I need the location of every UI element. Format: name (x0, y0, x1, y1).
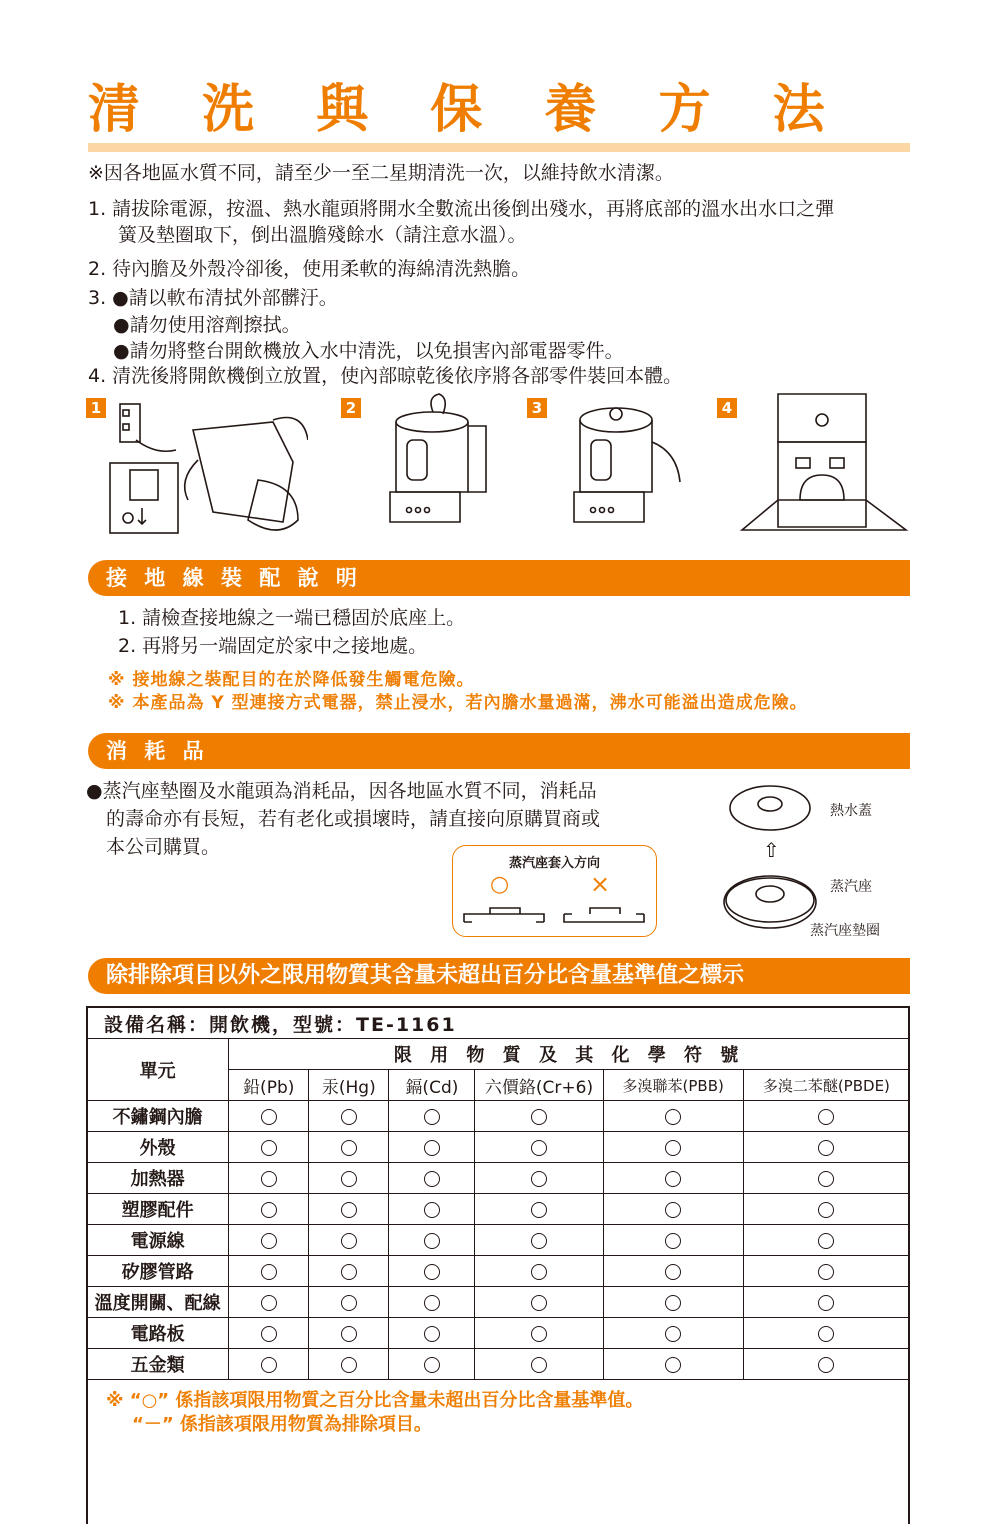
compliant-circle-icon (531, 1326, 547, 1342)
compliant-circle-icon (531, 1171, 547, 1187)
compliant-circle-icon (665, 1171, 681, 1187)
assembly-arrow-icon: ⇧ (763, 838, 780, 862)
compliant-circle-icon (424, 1202, 440, 1218)
compliance-cell (475, 1256, 603, 1287)
compliance-cell (475, 1287, 603, 1318)
compliant-circle-icon (424, 1171, 440, 1187)
figure-badge-2: 2 (341, 398, 361, 418)
compliance-cell (229, 1349, 309, 1380)
compliant-circle-icon (531, 1264, 547, 1280)
consumables-heading: 消 耗 品 (88, 733, 910, 769)
compliant-circle-icon (424, 1233, 440, 1249)
compliance-cell (475, 1101, 603, 1132)
grounding-item-1: 1. 請檢查接地線之一端已穩固於底座上。 (118, 607, 466, 629)
compliance-cell (603, 1101, 743, 1132)
compliant-circle-icon (341, 1140, 357, 1156)
compliant-circle-icon (818, 1357, 834, 1373)
consumables-line-2: 的壽命亦有長短，若有老化或損壞時，請直接向原購買商或 (106, 808, 601, 830)
page-title: 清 洗 與 保 養 方 法 (88, 80, 847, 140)
substance-column-header: 多溴聯苯(PBB) (603, 1070, 743, 1101)
compliant-circle-icon (818, 1171, 834, 1187)
dry-upside-down-illustration (740, 390, 910, 540)
compliant-circle-icon (341, 1202, 357, 1218)
compliance-cell (229, 1225, 309, 1256)
compliance-cell (603, 1225, 743, 1256)
compliance-cell (229, 1132, 309, 1163)
compliant-circle-icon (665, 1357, 681, 1373)
table-row (87, 1225, 910, 1256)
compliance-cell (743, 1349, 909, 1380)
compliance-cell (309, 1349, 389, 1380)
compliance-cell (743, 1101, 909, 1132)
compliance-cell (389, 1132, 475, 1163)
label-steam-seat-gasket: 蒸汽座墊圈 (810, 923, 880, 939)
compliance-cell (309, 1225, 389, 1256)
compliance-cell (475, 1194, 603, 1225)
compliance-cell (475, 1318, 603, 1349)
compliant-circle-icon (531, 1233, 547, 1249)
label-hot-water-lid: 熱水蓋 (830, 803, 872, 819)
compliance-cell (309, 1256, 389, 1287)
table-row (87, 1101, 910, 1132)
compliance-cell (475, 1163, 603, 1194)
compliant-circle-icon (341, 1264, 357, 1280)
table-row (87, 1318, 910, 1349)
footnote-dash: “－” 係指該項限用物質為排除項目。 (132, 1414, 432, 1435)
compliance-cell (475, 1225, 603, 1256)
grounding-note-1: ※ 接地線之裝配目的在於降低發生觸電危險。 (108, 670, 475, 690)
compliant-circle-icon (341, 1357, 357, 1373)
compliant-circle-icon (261, 1326, 277, 1342)
compliance-cell (229, 1256, 309, 1287)
compliance-cell (603, 1349, 743, 1380)
compliance-cell (389, 1349, 475, 1380)
compliance-cell (389, 1256, 475, 1287)
compliance-cell (743, 1132, 909, 1163)
compliant-circle-icon (531, 1357, 547, 1373)
compliant-circle-icon (665, 1326, 681, 1342)
wrong-mark: × (590, 870, 611, 898)
compliant-circle-icon (261, 1202, 277, 1218)
compliance-cell (229, 1287, 309, 1318)
compliance-cell (743, 1256, 909, 1287)
compliant-circle-icon (531, 1140, 547, 1156)
grounding-note-2: ※ 本產品為 Y 型連接方式電器，禁止浸水，若內膽水量過滿，沸水可能溢出造成危險。 (108, 693, 808, 713)
compliant-circle-icon (531, 1202, 547, 1218)
step-3b: ●請勿使用溶劑擦拭。 (113, 314, 301, 336)
table-row (87, 1349, 910, 1380)
compliance-cell (743, 1287, 909, 1318)
label-steam-seat: 蒸汽座 (830, 879, 872, 895)
substance-group-header: 限 用 物 質 及 其 化 學 符 號 (229, 1039, 910, 1070)
consumables-line-1: ●蒸汽座墊圈及水龍頭為消耗品，因各地區水質不同，消耗品 (86, 780, 597, 802)
compliant-circle-icon (261, 1171, 277, 1187)
compliance-cell (389, 1287, 475, 1318)
compliance-cell (389, 1318, 475, 1349)
compliance-cell (743, 1194, 909, 1225)
step-4: 4. 清洗後將開飲機倒立放置，使內部晾乾後依序將各部零件裝回本體。 (88, 365, 683, 387)
compliant-circle-icon (818, 1295, 834, 1311)
step-1: 1. 請拔除電源，按溫、熱水龍頭將開水全數流出後倒出殘水，再將底部的溫水出水口之彈 (88, 198, 835, 220)
figure-badge-1: 1 (86, 398, 106, 418)
compliant-circle-icon (818, 1264, 834, 1280)
table-row (87, 1194, 910, 1225)
component-name: 外殼 (87, 1132, 229, 1163)
compliance-cell (743, 1318, 909, 1349)
compliant-circle-icon (341, 1233, 357, 1249)
compliance-cell (229, 1318, 309, 1349)
compliance-cell (743, 1163, 909, 1194)
restricted-substances-table (86, 1038, 910, 1380)
component-name: 加熱器 (87, 1163, 229, 1194)
compliant-circle-icon (665, 1233, 681, 1249)
compliance-cell (603, 1163, 743, 1194)
wipe-exterior-illustration (566, 392, 686, 532)
substance-column-header: 鉛(Pb) (229, 1070, 309, 1101)
component-name: 塑膠配件 (87, 1194, 229, 1225)
table-row (87, 1132, 910, 1163)
compliant-circle-icon (818, 1202, 834, 1218)
restricted-heading: 除排除項目以外之限用物質其含量未超出百分比含量基準值之標示 (88, 958, 910, 994)
step-1-cont: 簧及墊圈取下，倒出溫膽殘餘水（請注意水溫）。 (118, 224, 527, 246)
compliant-circle-icon (341, 1109, 357, 1125)
component-name: 電源線 (87, 1225, 229, 1256)
substance-column-header: 多溴二苯醚(PBDE) (743, 1070, 909, 1101)
compliant-circle-icon (424, 1140, 440, 1156)
compliant-circle-icon (341, 1326, 357, 1342)
compliant-circle-icon (424, 1295, 440, 1311)
substance-column-header: 鎘(Cd) (389, 1070, 475, 1101)
compliance-cell (229, 1194, 309, 1225)
grounding-heading: 接 地 線 裝 配 說 明 (88, 560, 910, 596)
component-name: 電路板 (87, 1318, 229, 1349)
compliance-cell (229, 1163, 309, 1194)
compliant-circle-icon (424, 1109, 440, 1125)
compliant-circle-icon (818, 1326, 834, 1342)
table-row (87, 1256, 910, 1287)
compliant-circle-icon (531, 1295, 547, 1311)
compliant-circle-icon (531, 1109, 547, 1125)
compliant-circle-icon (424, 1357, 440, 1373)
component-name: 五金類 (87, 1349, 229, 1380)
compliant-circle-icon (818, 1140, 834, 1156)
component-name: 矽膠管路 (87, 1256, 229, 1287)
step-3: 3. ●請以軟布清拭外部髒汙。 (88, 287, 338, 309)
compliance-cell (389, 1101, 475, 1132)
compliance-cell (603, 1256, 743, 1287)
compliance-cell (475, 1132, 603, 1163)
compliance-cell (309, 1101, 389, 1132)
compliance-cell (309, 1194, 389, 1225)
compliance-cell (309, 1132, 389, 1163)
compliant-circle-icon (665, 1295, 681, 1311)
grounding-item-2: 2. 再將另一端固定於家中之接地處。 (118, 635, 428, 657)
consumables-line-3: 本公司購買。 (106, 836, 221, 858)
component-name: 不鏽鋼內膽 (87, 1101, 229, 1132)
compliance-cell (743, 1225, 909, 1256)
step-3c: ●請勿將整台開飲機放入水中清洗，以免損害內部電器零件。 (113, 340, 624, 362)
compliant-circle-icon (665, 1264, 681, 1280)
compliance-cell (309, 1318, 389, 1349)
compliant-circle-icon (261, 1140, 277, 1156)
table-row (87, 1287, 910, 1318)
figure-badge-4: 4 (717, 398, 737, 418)
correct-mark: ○ (490, 872, 510, 897)
step-2: 2. 待內膽及外殼冷卻後，使用柔軟的海綿清洗熱膽。 (88, 258, 531, 280)
compliant-circle-icon (261, 1264, 277, 1280)
gasket-orientation-icons (460, 900, 650, 930)
compliant-circle-icon (341, 1171, 357, 1187)
compliant-circle-icon (261, 1357, 277, 1373)
footnote-circle: ※ “○” 係指該項限用物質之百分比含量未超出百分比含量基準值。 (106, 1390, 644, 1411)
compliance-cell (229, 1101, 309, 1132)
compliance-cell (603, 1287, 743, 1318)
substance-column-header: 六價鉻(Cr+6) (475, 1070, 603, 1101)
title-underline (88, 143, 910, 152)
component-name: 溫度開關、配線 (87, 1287, 229, 1318)
compliance-cell (603, 1318, 743, 1349)
intro-note: ※因各地區水質不同，請至少一至二星期清洗一次，以維持飲水清潔。 (88, 162, 674, 184)
compliant-circle-icon (341, 1295, 357, 1311)
compliant-circle-icon (424, 1264, 440, 1280)
steam-seat-direction-title: 蒸汽座套入方向 (508, 856, 600, 871)
unplug-drain-illustration (108, 400, 308, 535)
compliant-circle-icon (424, 1326, 440, 1342)
compliance-cell (603, 1132, 743, 1163)
compliant-circle-icon (665, 1202, 681, 1218)
compliant-circle-icon (665, 1140, 681, 1156)
compliant-circle-icon (818, 1109, 834, 1125)
device-model-line: 設備名稱：開飲機，型號：TE-1161 (104, 1014, 457, 1036)
compliant-circle-icon (261, 1233, 277, 1249)
compliant-circle-icon (261, 1295, 277, 1311)
table-row (87, 1163, 910, 1194)
compliance-cell (389, 1194, 475, 1225)
wash-kettle-illustration (385, 392, 500, 532)
compliance-cell (475, 1349, 603, 1380)
compliant-circle-icon (818, 1233, 834, 1249)
compliant-circle-icon (261, 1109, 277, 1125)
figure-badge-3: 3 (527, 398, 547, 418)
compliance-cell (309, 1163, 389, 1194)
compliance-cell (389, 1163, 475, 1194)
compliance-cell (309, 1287, 389, 1318)
compliant-circle-icon (665, 1109, 681, 1125)
compliance-cell (389, 1225, 475, 1256)
substance-column-header: 汞(Hg) (309, 1070, 389, 1101)
compliance-cell (603, 1194, 743, 1225)
unit-header: 單元 (87, 1039, 229, 1101)
